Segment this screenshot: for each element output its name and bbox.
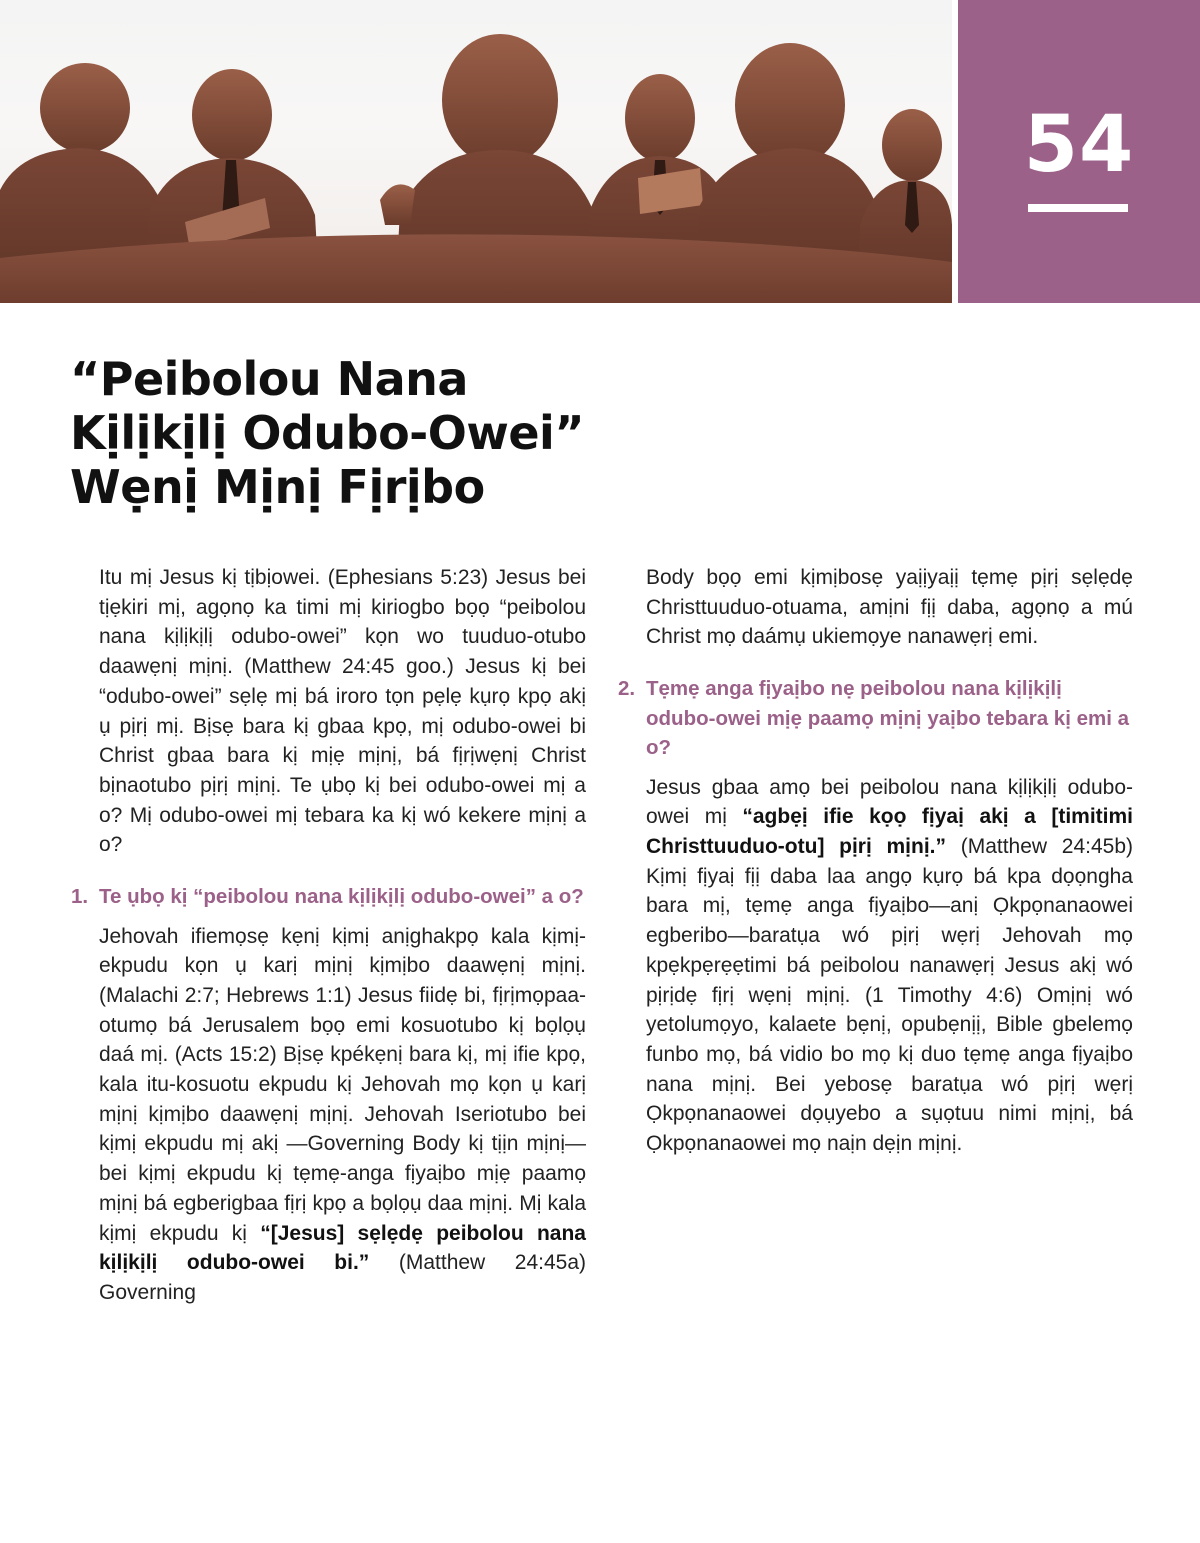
section-2-question: Tẹmẹ anga fịyaịbo nẹ peibolou nana kịlịkịlị odubo-owei mịẹ paamọ mịnị yaịbo tebara kị emi a o? — [646, 677, 1130, 760]
section-1-quote: “[Jesus] sẹlẹdẹ peibolou nana kịlịkịlị odubo-owei bi.” — [99, 1221, 586, 1275]
section-1-body — [99, 922, 586, 1308]
left-column — [71, 563, 586, 1308]
hero-image — [0, 0, 952, 303]
section-1-body-text: Jehovah ifiemọsẹ kẹnị kịmị anịghakpọ kala kịmị-ekpudu kọn ụ karị mịnị kịmịbo daawẹnị mịnị. (Malachi 2:7; Hebrews 1:1) Jesus fiidẹ bi, fịrịmọpaa-otumọ bá Jerusalem bọọ emi kosuotubo kị bọlọụ daá mị. (Acts 15:2) Bịsẹ kpékẹnị bara kị, mị ifie kpọ, kala itu-kosuotu ekpudu kị Jehovah mọ kọn ụ karị mịnị kịmịbo daawẹnị mịnị. Jehovah Iseriotubo bei kịmị ekpudu mị akị —Governing Body kị tịịn mịnị—bei kịmị ekpudu kị tẹmẹ-anga fịyaịbo mịẹ paamọ mịnị bá egberigbaa fịrị kpọ a bọlọụ daa mịnị. Mị kala kịmị ekpudu kị — [99, 924, 586, 1245]
section-2-quote: “agbẹị ifie kọọ fịyaị akị a [timitimi Christtuuduo-otu] pịrị mịnị.” — [646, 805, 1133, 859]
right-column — [618, 563, 1133, 1159]
lesson-number: 54 — [1023, 100, 1135, 190]
section-1-body-continued: Body bọọ emi kịmịbosẹ yaịịyaịị tẹmẹ pịrị sẹlẹdẹ Christtuuduo-otuama, amịni fịị daba, agọnọ a mú Christ mọ daámụ ukiemọye nanawẹrị emi. — [646, 566, 1133, 649]
section-2-heading — [618, 674, 1133, 763]
section-1-heading — [71, 882, 586, 912]
section-1-question: Te ụbọ kị “peibolou nana kịlịkịlị odubo-owei” a o? — [99, 885, 584, 909]
lesson-title-line-2: Kịlịkịlị Odubo-Owei” — [70, 406, 585, 460]
lesson-title-line-1: “Peibolou Nana — [70, 352, 468, 406]
section-2-number: 2. — [618, 677, 636, 701]
section-2-body-text: Jesus gbaa amọ bei peibolou nana kịlịkịlị odubo-owei mị — [646, 775, 1133, 829]
section-1-number: 1. — [71, 885, 89, 909]
intro-paragraph: Itu mị Jesus kị tịbịowei. (Ephesians 5:23) Jesus bei tịẹkiri mị, agọnọ ka timi mị kiriogbo bọọ “peibolou nana kịlịkịlị odubo-owei” kọn wo tuuduo-otubo daawẹnị mịnị. (Matthew 24:45 goo.) Jesus kị bei “odubo-owei” sẹlẹ mị bá iroro tọn pẹlẹ kụrọ kpọ akị ụ pịrị mị. Bịsẹ bara kị gbaa kpọ, mị odubo-owei bi Christ gbaa bara kị mịẹ mịnị, bá fịrịwẹnị Christ bịnaotubo pịrị mịnị. Te ụbọ kị bei odubo-owei mị a o? Mị odubo-owei mị tebara ka kị wó kekere mịnị a o? — [99, 566, 586, 857]
lesson-title-line-3: Wẹnị Mịnị Fịrịbo — [70, 460, 485, 514]
lesson-title — [70, 352, 690, 514]
section-2-body — [646, 773, 1133, 1159]
lesson-number-panel — [958, 0, 1200, 303]
section-2-body-tail: (Matthew 24:45b) Kịmị fịyaị fịị daba laa angọ kụrọ bá kpa dọọngha bara mị, tẹmẹ anga fịyaịbo—anị Ọkpọnanaowei egberibo—baratụa wó pịrị wẹrị Jehovah mọ kpẹkpẹrẹẹtimi bá peibolou nanawẹrị Jesus akị wó pịrịdẹ fịrị wẹnị mịnị. (1 Timothy 4:6) Omịnị wó yetolumọyo, kalaete bẹnị, opubẹnịị, Bible gbelemọ funbo mọ, bá vidio bo mọ kị duo tẹmẹ anga fịyaịbo nana mịnị. Bei yebosẹ baratụa wó pịrị wẹrị Ọkpọnanaowei dọụyebo a sụọtuu nimi mịnị, bá Ọkpọnanaowei mọ naịn dẹịn mịnị. — [646, 835, 1133, 1156]
lesson-number-underline — [1028, 204, 1128, 212]
meeting-silhouettes-illustration — [0, 0, 952, 303]
section-1-body-tail: (Matthew 24:45a) Governing — [99, 1251, 586, 1304]
